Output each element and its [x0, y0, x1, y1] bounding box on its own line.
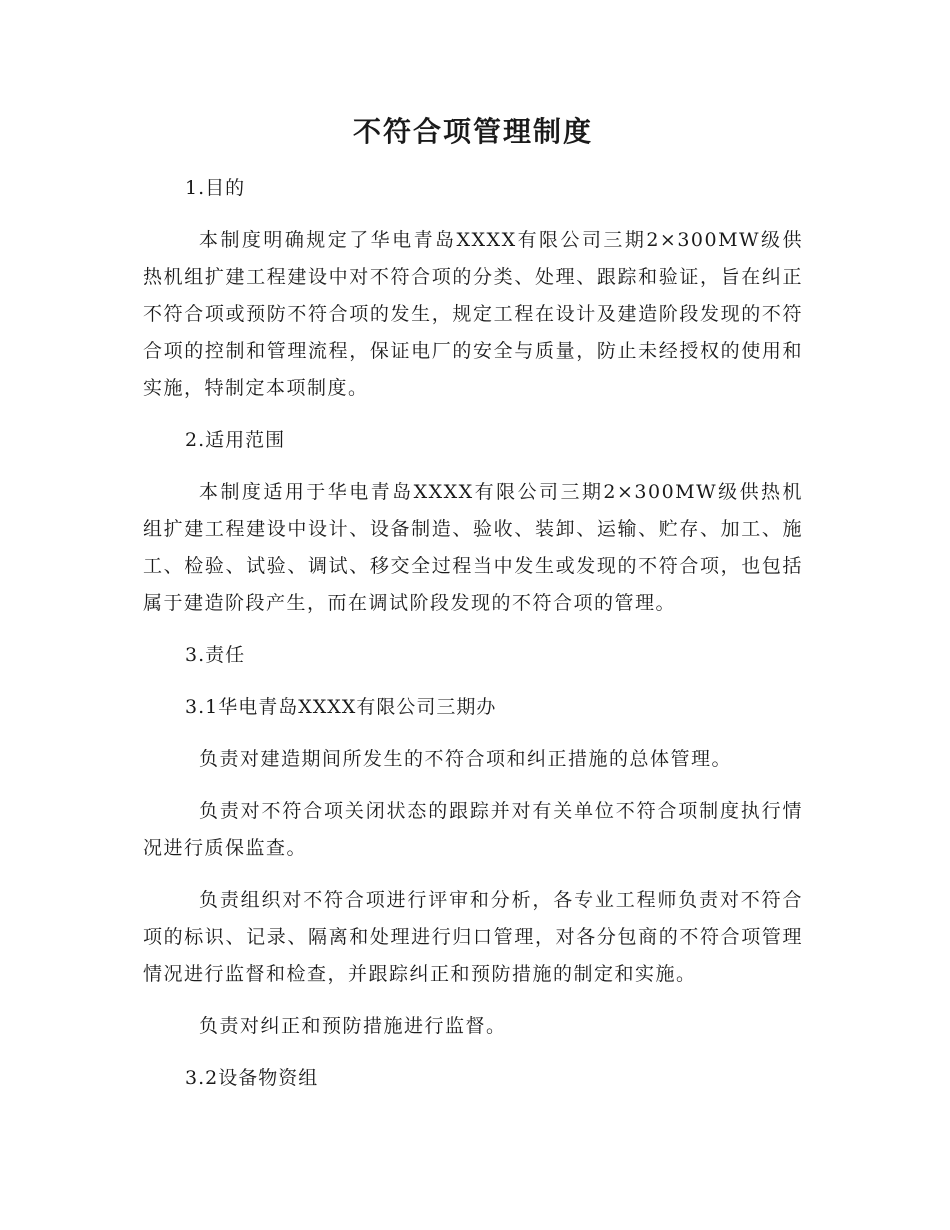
- document-body: [143, 110, 803, 1112]
- subsection-heading-equipment: 3.2设备物资组: [185, 1067, 319, 1089]
- document-title: 不符合项管理制度: [352, 115, 593, 148]
- section-heading-responsibility: 3.责任: [185, 644, 246, 666]
- section-body-scope: 本制度适用于华电青岛XXXX有限公司三期2×300MW级供热机组扩建工程建设中设计、设备制造、验收、装卸、运输、贮存、加工、施工、检验、试验、调试、移交全过程当中发生或发现的不符合项，也包括属于建造阶段产生，而在调试阶段发现的不符合项的管理。: [143, 481, 803, 614]
- responsibility-item: 负责组织对不符合项进行评审和分析，各专业工程师负责对不符合项的标识、记录、隔离和处理进行归口管理，对各分包商的不符合项管理情况进行监督和检查，并跟踪纠正和预防措施的制定和实施。: [143, 889, 803, 985]
- responsibility-item: 负责对纠正和预防措施进行监督。: [199, 1015, 507, 1037]
- section-heading-purpose: 1.目的: [185, 177, 246, 199]
- responsibility-item: 负责对建造期间所发生的不符合项和纠正措施的总体管理。: [199, 748, 733, 770]
- subsection-heading-office: 3.1华电青岛XXXX有限公司三期办: [185, 696, 497, 718]
- section-body-purpose: 本制度明确规定了华电青岛XXXX有限公司三期2×300MW级供热机组扩建工程建设中对不符合项的分类、处理、跟踪和验证，旨在纠正不符合项或预防不符合项的发生，规定工程在设计及建造阶段发现的不符合项的控制和管理流程，保证电厂的安全与质量，防止未经授权的使用和实施，特制定本项制度。: [143, 229, 803, 399]
- section-heading-scope: 2.适用范围: [185, 429, 286, 451]
- responsibility-item: 负责对不符合项关闭状态的跟踪并对有关单位不符合项制度执行情况进行质保监查。: [143, 800, 803, 859]
